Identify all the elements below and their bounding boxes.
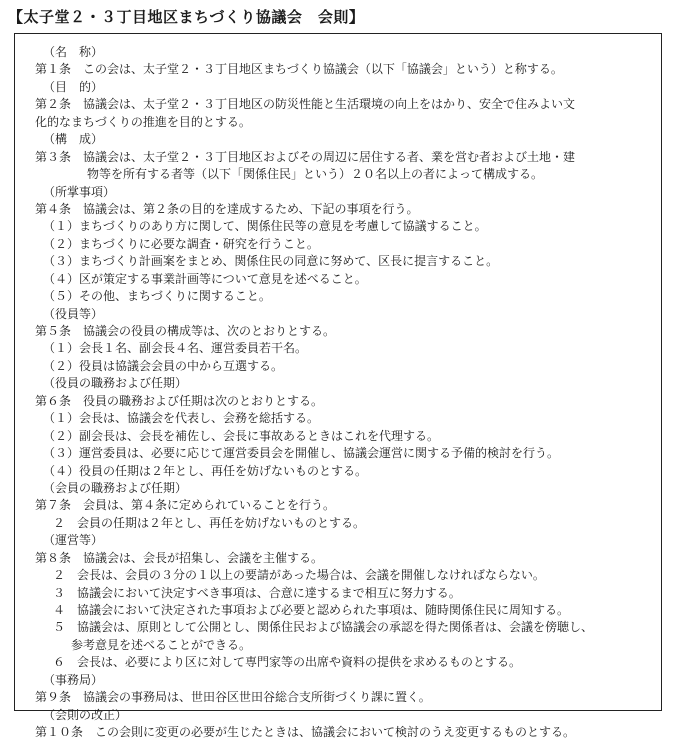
- article-line: 化的なまちづくりの推進を目的とする。: [35, 114, 251, 129]
- sub-item: （１）まちづくりのあり方に関して、関係住民等の意見を考慮して協議すること。: [43, 219, 487, 234]
- sub-item: （５）その他、まちづくりに関すること。: [43, 289, 271, 304]
- article-line: 第６条 役員の職務および任期は次のとおりとする。: [35, 393, 324, 408]
- sub-item: （２）まちづくりに必要な調査・研究を行うこと。: [43, 236, 319, 251]
- section-heading: （名 称）: [43, 45, 104, 59]
- section-heading: （構 成）: [43, 132, 104, 147]
- section-heading: （役員等）: [43, 306, 104, 321]
- numbered-paragraph: ３ 協議会において決定すべき事項は、合意に達するまで相互に努力する。: [53, 585, 461, 600]
- continuation-line: 物等を所有する者等（以下「関係住民」という）２０名以上の者によって構成する。: [87, 167, 544, 182]
- bylaws-frame: [14, 33, 662, 740]
- bylaws-body: [35, 44, 593, 742]
- article-line: 第７条 会員は、第４条に定められていることを行う。: [35, 498, 336, 513]
- article-line: 第３条 協議会は、太子堂２・３丁目地区およびその周辺に居住する者、業を営む者および土地・建: [35, 149, 576, 164]
- sub-item: （１）会長は、協議会を代表し、会務を総括する。: [43, 411, 320, 426]
- section-heading: （事務局）: [43, 672, 104, 687]
- section-heading: （会員の職務および任期）: [43, 480, 188, 495]
- article-line: 第４条 協議会は、第２条の目的を達成するため、下記の事項を行う。: [35, 201, 419, 216]
- sub-item: （４）役員の任期は２年とし、再任を妨げないものとする。: [43, 463, 368, 478]
- section-heading: （運営等）: [43, 533, 104, 548]
- numbered-paragraph: ２ 会員の任期は２年とし、再任を妨げないものとする。: [53, 515, 366, 530]
- article-line: 第１条 この会は、太子堂２・３丁目地区まちづくり協議会（以下「協議会」という）と称する。: [35, 62, 563, 77]
- document-title: 【太子堂２・３丁目地区まちづくり協議会 会則】: [8, 8, 365, 26]
- section-heading: （目 的）: [43, 79, 104, 94]
- sub-item: （４）区が策定する事業計画等について意見を述べること。: [43, 271, 367, 286]
- sub-item: （２）役員は協議会会員の中から互選する。: [43, 358, 284, 373]
- article-line: 第９条 協議会の事務局は、世田谷区世田谷総合支所街づくり課に置く。: [35, 690, 431, 705]
- numbered-paragraph: ５ 協議会は、原則として公開とし、関係住民および協議会の承認を得た関係者は、会議を傍聴し、: [53, 620, 594, 635]
- section-heading: （役員の職務および任期）: [43, 376, 188, 391]
- article-line: 第１０条 この会則に変更の必要が生じたときは、協議会において検討のうえ変更するものとする。: [35, 725, 576, 740]
- section-heading: （会則の改正）: [43, 707, 128, 722]
- sub-item: （２）副会長は、会長を補佐し、会長に事故あるときはこれを代理する。: [43, 428, 440, 443]
- numbered-paragraph: ４ 協議会において決定された事項および必要と認められた事項は、随時関係住民に周知する。: [53, 603, 570, 617]
- sub-item: （３）運営委員は、必要に応じて運営委員会を開催し、協議会運営に関する予備的検討を行う。: [43, 446, 560, 461]
- section-heading: （所掌事項）: [43, 184, 116, 199]
- article-line: 第８条 協議会は、会長が招集し、会議を主催する。: [35, 550, 324, 565]
- numbered-paragraph: ２ 会長は、会員の３分の１以上の要請があった場合は、会議を開催しなければならない。: [53, 568, 545, 583]
- article-line: 第２条 協議会は、太子堂２・３丁目地区の防災性能と生活環境の向上をはかり、安全で住みよい文: [35, 97, 576, 112]
- sub-item: （３）まちづくり計画案をまとめ、関係住民の同意に努めて、区長に提言すること。: [43, 254, 499, 269]
- article-line: 第５条 協議会の役員の構成等は、次のとおりとする。: [35, 324, 336, 338]
- numbered-paragraph-continuation: 参考意見を述べることができる。: [71, 637, 252, 652]
- numbered-paragraph: ６ 会長は、必要により区に対して専門家等の出席や資料の提供を求めるものとする。: [53, 655, 522, 670]
- sub-item: （１）会長１名、副会長４名、運営委員若干名。: [43, 341, 308, 356]
